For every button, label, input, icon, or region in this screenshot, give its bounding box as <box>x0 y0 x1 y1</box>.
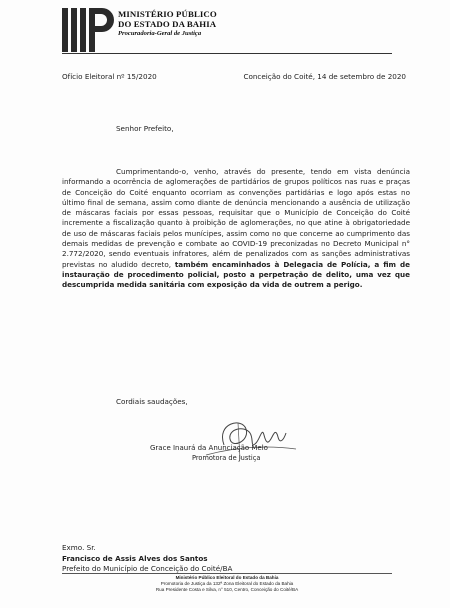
signer-role: Promotora de Justiça <box>192 454 261 462</box>
letterhead-line-3: Procuradoria-Geral de Justiça <box>118 30 202 37</box>
addressee-title: Prefeito do Município de Conceição do Coité/BA <box>62 564 233 573</box>
letterhead-line-1: MINISTÉRIO PÚBLICO <box>118 9 217 19</box>
letter-body <box>62 167 410 291</box>
footer-divider <box>62 573 392 574</box>
addressee-salutation: Exmo. Sr. <box>62 543 96 552</box>
footer-line-2: Promotoria de Justiça da 132ª Zona Eleitoral do Estado da Bahia <box>160 581 294 586</box>
document-reference: Ofício Eleitoral nº 15/2020 <box>62 72 157 81</box>
signer-name: Grace Inaurá da Anunciação Melo <box>150 444 268 452</box>
document-date: Conceição do Coité, 14 de setembro de 2020 <box>243 72 406 81</box>
closing: Cordiais saudações, <box>116 397 188 406</box>
letter-body-text: Cumprimentando-o, venho, através do presente, tendo em vista denúncia informando a ocorrência de aglomerações de partidários de grupos políticos nas ruas e praças de Conceição do Coité enquanto ocorriam as convenções partidárias e logo após estas no último final de semana, assim como diante de denúncia mencionando a ausência de utilização de máscaras faciais por essas pessoas, requisitar que o Município de Conceição do Coité incremente a fiscalização quanto à proibição de aglomerações, no que atine à obrigatoriedade de uso de máscaras faciais pelos munícipes, assim como no que concerne ao cumprimento das demais medidas de prevenção e combate ao COVID-19 preconizadas no Decreto Municipal n° 2.772/2020, sendo eventuais infratores, além de penalizados com as sanções administrativas previstas no aludido decreto, <box>62 167 410 269</box>
footer-line-3: Rua Presidente Costa e Silva, n° 510, Centro, Conceição do Coité/BA <box>155 587 299 592</box>
addressee-name: Francisco de Assis Alves dos Santos <box>62 553 208 563</box>
header-divider <box>62 53 392 54</box>
letter-body-bold-text: também encaminhados à Delegacia de Polícia, a fim de instauração de procedimento policial, posto a perpetração de delito, uma vez que descumprida medida sanitária com exposição da vida de outrem a perigo. <box>62 259 411 290</box>
addressee-block <box>62 543 232 575</box>
mp-bahia-logo-icon <box>62 8 114 52</box>
greeting: Senhor Prefeito, <box>116 124 174 133</box>
footer-line-1: Ministério Público Eleitoral do Estado da Bahia <box>175 575 279 580</box>
letterhead-line-2: DO ESTADO DA BAHIA <box>118 19 217 29</box>
letterhead <box>118 9 217 38</box>
footer <box>62 575 392 593</box>
